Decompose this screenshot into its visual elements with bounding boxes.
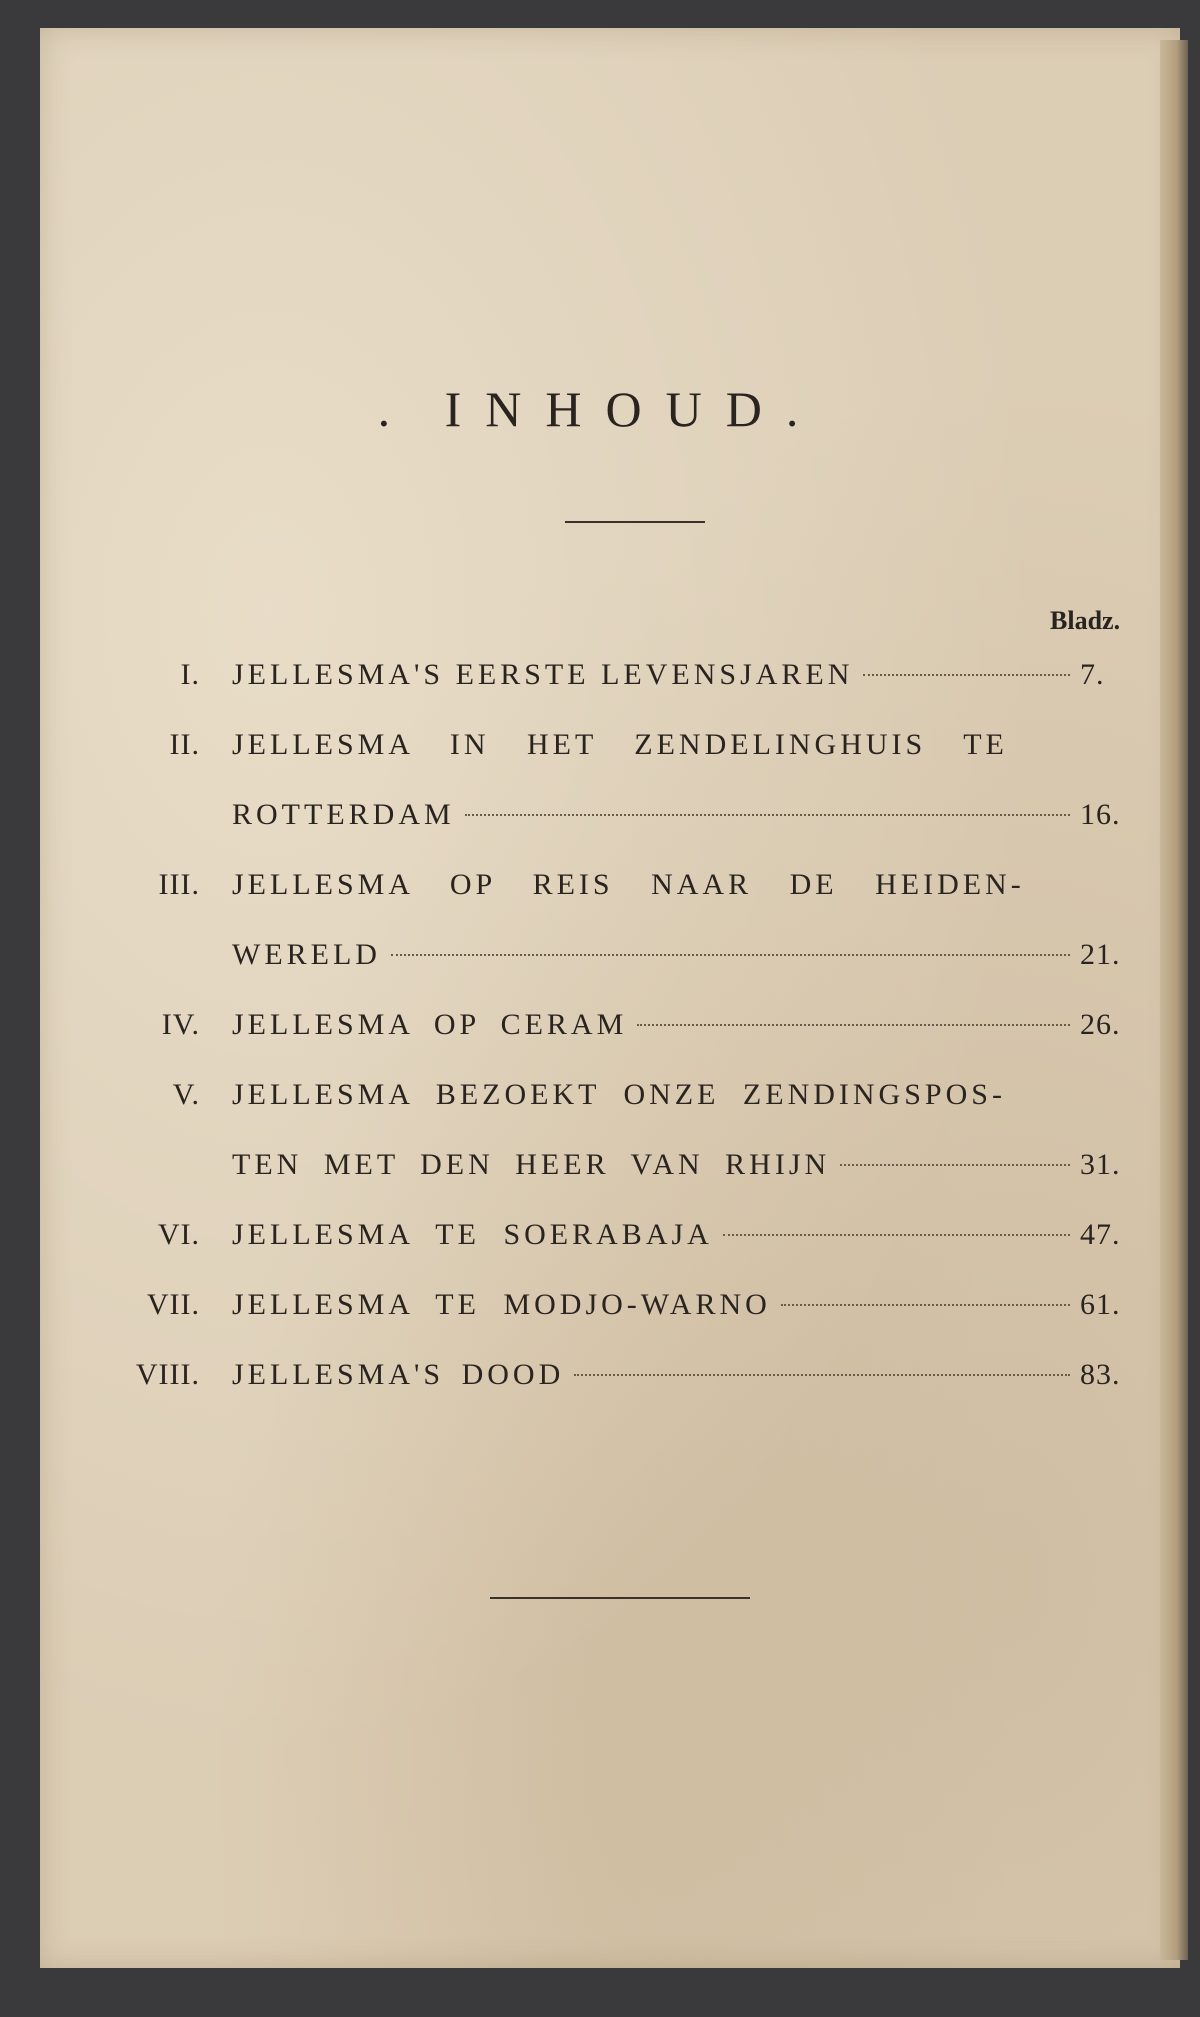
title-text: INHOUD. [444, 381, 823, 437]
bottom-divider [490, 1597, 750, 1599]
page-edge [1160, 40, 1188, 1960]
chapter-title: JELLESMA TE MODJO-WARNO [232, 1288, 771, 1321]
chapter-page: 61. [1080, 1288, 1121, 1321]
dot-leader [723, 1234, 1070, 1236]
chapter-title-line-2: WERELD [232, 938, 381, 971]
chapter-title-line-1: JELLESMA IN HET ZENDELINGHUIS TE [232, 728, 1008, 761]
toc-entry [100, 640, 1130, 710]
chapter-title: JELLESMA OP CERAM [232, 1008, 628, 1041]
chapter-title-line-2: TEN MET DEN HEER VAN RHIJN [232, 1148, 831, 1181]
chapter-page: 31. [1080, 1148, 1121, 1181]
dot-leader [637, 1024, 1070, 1026]
chapter-number: VII. [146, 1288, 200, 1321]
title-prefix: . [377, 381, 409, 437]
title-divider [565, 521, 705, 523]
chapter-number: V. [172, 1078, 200, 1111]
chapter-number: I. [180, 658, 200, 691]
chapter-page: 21. [1080, 938, 1121, 971]
toc-entry [100, 1060, 1130, 1200]
table-of-contents [100, 640, 1130, 1410]
chapter-page: 16. [1080, 798, 1121, 831]
chapter-number: VIII. [135, 1358, 200, 1391]
dot-leader [574, 1374, 1070, 1376]
toc-entry [100, 1340, 1130, 1410]
chapter-number: III. [158, 868, 200, 901]
chapter-page: 26. [1080, 1008, 1121, 1041]
page-column-label: Bladz. [1050, 606, 1121, 635]
toc-entry [100, 1200, 1130, 1270]
chapter-title: JELLESMA TE SOERABAJA [232, 1218, 713, 1251]
toc-entry [100, 1270, 1130, 1340]
dot-leader [465, 814, 1070, 816]
chapter-page: 47. [1080, 1218, 1121, 1251]
chapter-number: II. [169, 728, 200, 761]
chapter-title-line-1: JELLESMA BEZOEKT ONZE ZENDINGSPOS- [232, 1078, 1006, 1111]
chapter-title-line-1: JELLESMA OP REIS NAAR DE HEIDEN- [232, 868, 1025, 901]
chapter-title-line-2: ROTTERDAM [232, 798, 455, 831]
dot-leader [863, 674, 1070, 676]
toc-entry [100, 850, 1130, 990]
chapter-title: JELLESMA'S EERSTE LEVENSJAREN [232, 658, 854, 691]
dot-leader [391, 954, 1070, 956]
page-title [0, 380, 1200, 438]
chapter-number: IV. [161, 1008, 200, 1041]
toc-entry [100, 710, 1130, 850]
chapter-page: 83. [1080, 1358, 1121, 1391]
chapter-title: JELLESMA'S DOOD [232, 1358, 565, 1391]
dot-leader [840, 1164, 1070, 1166]
chapter-number: VI. [157, 1218, 200, 1251]
chapter-page: 7. [1080, 658, 1105, 691]
toc-entry [100, 990, 1130, 1060]
dot-leader [781, 1304, 1070, 1306]
